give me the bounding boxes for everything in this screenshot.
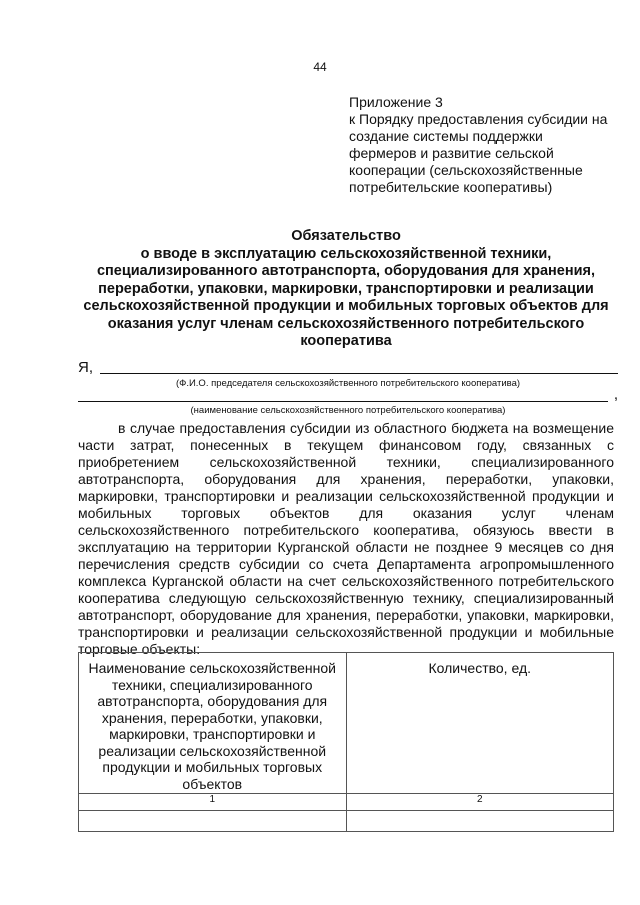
header-line: Наименование сельскохозяйственной [88,660,336,676]
appendix-heading [349,94,624,196]
header-name-cell [79,653,347,794]
appendix-line: к Порядку предоставления субсидии на [349,111,608,127]
header-line: продукции и мобильных торговых [102,759,323,775]
title-line: оказания услуг членам сельскохозяйственного потребительского [107,315,585,332]
body-line: приобретением сельскохозяйственной техники, специализированного [78,454,614,470]
document-title [76,228,616,351]
fio-caption: (Ф.И.О. председателя сельскохозяйственного потребительского кооператива) [175,378,521,389]
fio-label: Я, [78,359,93,376]
body-line: мобильных торговых объектов для оказания услуг членам [78,505,614,521]
fio-field[interactable] [78,359,618,377]
table-header-row [79,653,614,794]
body-line: кооператива следующую сельскохозяйственную технику, специализированный [78,590,614,606]
column-number: 1 [79,794,347,811]
page-number: 44 [313,60,327,74]
body-line: автотранспорт, оборудование для хранения, переработки, упаковки, маркировки, [78,607,614,623]
table-number-row [79,794,614,811]
header-line: автотранспорта, оборудования для [97,693,328,709]
body-line: комплекса Курганской области на счет сельскохозяйственного потребительского [78,573,614,589]
appendix-line: кооперации (сельскохозяйственные [349,162,583,178]
header-line: реализации сельскохозяйственной [98,742,327,759]
body-line: в случае предоставления субсидии из областного бюджета на возмещение [118,420,614,436]
column-number: 2 [346,794,614,811]
fio-underline [100,373,618,374]
title-line: переработки, упаковки, маркировки, транспортировки и реализации [98,280,594,297]
body-line: эксплуатацию на территории Курганской области не позднее 9 месяцев со дня [78,539,614,555]
body-line: перечисления средств субсидии со счета Департамента агропромышленного [78,556,614,572]
header-line: техники, специализированного [111,676,313,693]
body-line: транспортировки и реализации сельскохозяйственной продукции и мобильные [78,624,614,640]
coop-name-underline [78,401,608,402]
body-line: автотранспорта, оборудования для хранения, переработки, упаковки, [78,471,614,487]
table-row [79,811,614,832]
equipment-table [78,652,614,832]
appendix-line: потребительские кооперативы) [349,179,553,195]
header-line: объектов [182,775,243,792]
coop-name-caption: (наименование сельскохозяйственного потребительского кооператива) [190,405,506,416]
title-line: Обязательство [291,228,401,244]
empty-quantity-cell[interactable] [346,811,614,832]
body-line: сельскохозяйственного потребительского кооператива, обязуюсь ввести в [78,522,614,538]
body-line: маркировки, транспортировки и реализации сельскохозяйственной продукции и [78,488,614,504]
header-line: маркировки, транспортировки и [109,726,316,742]
coop-comma: , [613,386,618,403]
title-line: о вводе в эксплуатацию сельскохозяйственной техники, [140,245,552,262]
appendix-line: создание системы поддержки [349,128,543,144]
appendix-line: Приложение 3 [349,94,443,110]
body-line: части затрат, понесенных в текущем финансовом году, связанных с [78,437,614,453]
header-line: хранения, переработки, упаковки, [101,709,323,726]
header-quantity-cell: Количество, ед. [346,653,614,794]
title-line: кооператива [300,333,392,349]
title-line: специализированного автотранспорта, оборудования для хранения, [96,263,596,279]
body-text [78,420,614,658]
body-line: торговые объекты: [78,641,201,657]
title-line: сельскохозяйственной продукции и мобильных торговых объектов для [83,298,609,314]
appendix-line: фермеров и развитие сельской [349,145,554,161]
coop-name-field[interactable] [78,386,618,404]
empty-name-cell[interactable] [79,811,347,832]
